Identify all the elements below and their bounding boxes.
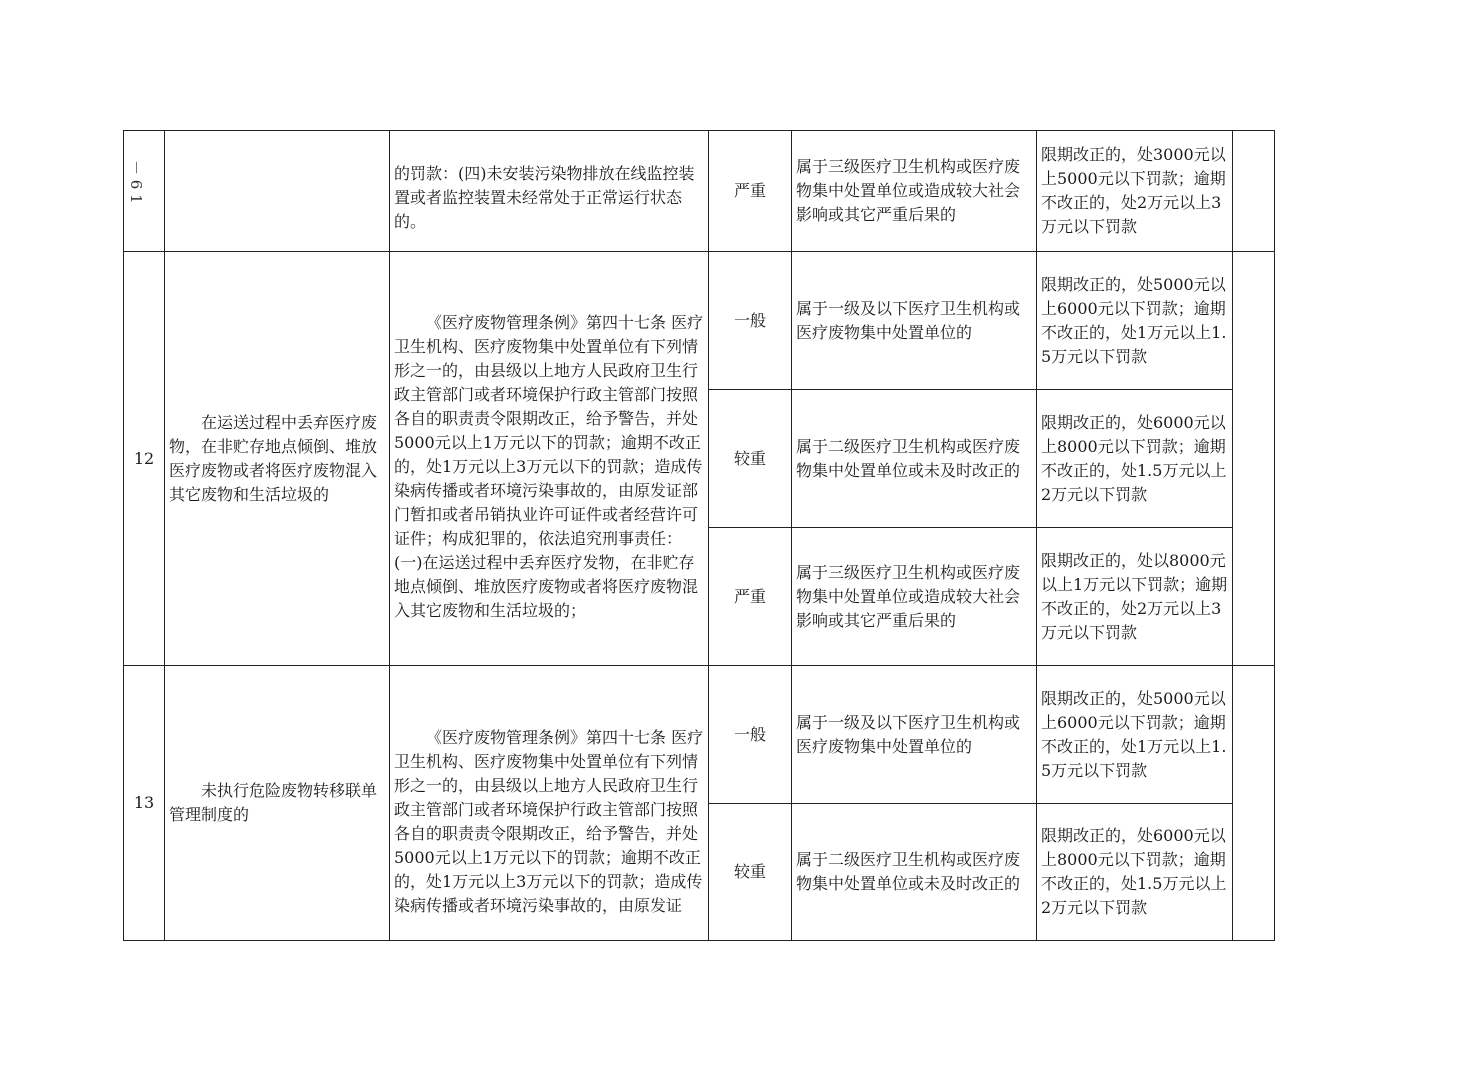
- row-number-cell: 12: [124, 252, 165, 666]
- page-number: － 6 1: [127, 160, 145, 204]
- penalty-standard-cell: 限期改正的，处以8000元以上1万元以下罚款；逾期不改正的，处2万元以上3万元以下罚款: [1037, 528, 1233, 666]
- penalty-standard-cell: 限期改正的，处3000元以上5000元以下罚款；逾期不改正的，处2万元以上3万元以下罚款: [1037, 131, 1233, 252]
- remark-cell: [1233, 666, 1275, 941]
- table-row-13: [124, 666, 1275, 804]
- legal-basis-text: 《医疗废物管理条例》第四十七条 医疗卫生机构、医疗废物集中处置单位有下列情形之一的，由县级以上地方人民政府卫生行政主管部门或者环境保护行政主管部门按照各自的职责责令限期改正，给予警告，并处5000元以上1万元以下的罚款；逾期不改正的，处1万元以上3万元以下的罚款；造成传染病传播或者环境污染事故的，由原发证部门暂扣或者吊销执业许可证件或者经营许可证件；构成犯罪的，依法追究刑事责任：(一)在运送过程中丢弃医疗发物，在非贮存地点倾倒、堆放医疗废物或者将医疗废物混入其它废物和生活垃圾的；: [394, 312, 704, 620]
- legal-basis-cell: [390, 252, 709, 666]
- remark-cell: [1233, 131, 1275, 252]
- circumstance-cell: 属于一级及以下医疗卫生机构或医疗废物集中处置单位的: [792, 252, 1037, 390]
- penalty-table: [123, 130, 1275, 941]
- penalty-standard-cell: 限期改正的，处5000元以上6000元以下罚款；逾期不改正的，处1万元以上1.5万元以下罚款: [1037, 666, 1233, 804]
- level-cell: 严重: [709, 131, 792, 252]
- violation-text: 在运送过程中丢弃医疗废物，在非贮存地点倾倒、堆放医疗废物或者将医疗废物混入其它废物和生活垃圾的: [169, 412, 378, 504]
- circumstance-cell: 属于二级医疗卫生机构或医疗废物集中处置单位或未及时改正的: [792, 804, 1037, 941]
- level-cell: 较重: [709, 804, 792, 941]
- remark-cell: [1233, 252, 1275, 666]
- table-row-continuation: [124, 131, 1275, 252]
- penalty-standard-cell: 限期改正的，处5000元以上6000元以下罚款；逾期不改正的，处1万元以上1.5万元以下罚款: [1037, 252, 1233, 390]
- circumstance-cell: 属于三级医疗卫生机构或医疗废物集中处置单位或造成较大社会影响或其它严重后果的: [792, 131, 1037, 252]
- circumstance-cell: 属于三级医疗卫生机构或医疗废物集中处置单位或造成较大社会影响或其它严重后果的: [792, 528, 1037, 666]
- level-cell: 较重: [709, 390, 792, 528]
- violation-text: 未执行危险废物转移联单管理制度的: [169, 781, 378, 824]
- penalty-standard-cell: 限期改正的，处6000元以上8000元以下罚款；逾期不改正的，处1.5万元以上2万元以下罚款: [1037, 804, 1233, 941]
- circumstance-cell: 属于一级及以下医疗卫生机构或医疗废物集中处置单位的: [792, 666, 1037, 804]
- level-cell: 一般: [709, 252, 792, 390]
- legal-basis-cell: [390, 131, 709, 252]
- level-cell: 一般: [709, 666, 792, 804]
- row-number-cell: [124, 131, 165, 252]
- circumstance-cell: 属于二级医疗卫生机构或医疗废物集中处置单位或未及时改正的: [792, 390, 1037, 528]
- legal-basis-cell: [390, 666, 709, 941]
- violation-cell: [165, 666, 390, 941]
- penalty-standard-cell: 限期改正的，处6000元以上8000元以下罚款；逾期不改正的，处1.5万元以上2万元以下罚款: [1037, 390, 1233, 528]
- violation-cell: [165, 252, 390, 666]
- violation-cell: [165, 131, 390, 252]
- row-number-cell: 13: [124, 666, 165, 941]
- table-row-12: [124, 252, 1275, 390]
- legal-basis-text: 《医疗废物管理条例》第四十七条 医疗卫生机构、医疗废物集中处置单位有下列情形之一的，由县级以上地方人民政府卫生行政主管部门或者环境保护行政主管部门按照各自的职责责令限期改正，给予警告，并处5000元以上1万元以下的罚款；逾期不改正的，处1万元以上3万元以下的罚款；造成传染病传播或者环境污染事故的，由原发证: [394, 728, 704, 915]
- level-cell: 严重: [709, 528, 792, 666]
- legal-basis-text: 的罚款：(四)未安装污染物排放在线监控装置或者监控装置未经常处于正常运行状态的。: [394, 164, 695, 231]
